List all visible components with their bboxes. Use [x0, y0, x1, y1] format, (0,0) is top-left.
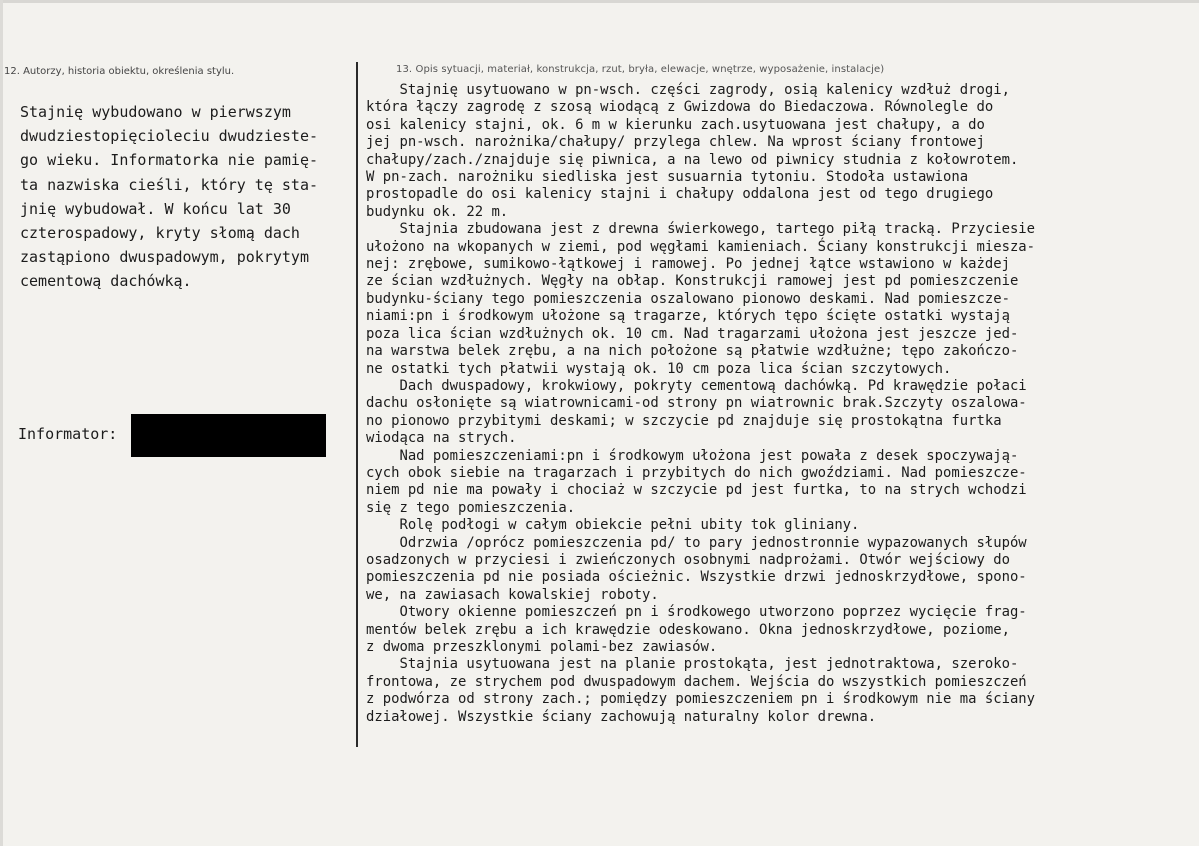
description-text: Stajnię usytuowano w pn-wsch. części zagrody, osią kalenicy wzdłuż drogi, która łączy zagrodę z szosą wiodącą z Gwizdowa do Biedaczowa. Równolegle do osi kalenicy stajni, ok. 6 m w kierunku zach.usytuowana jest chałupy, a do jej pn-wsch. narożnika/chałupy/ przylega chlew. Na wprost ściany frontowej chałupy/zach./znajduje się piwnica, a na lewo od piwnicy studnia z kołowrotem. W pn-zach. narożniku siedliska jest susuarnia tytoniu. Stodoła ustawiona prostopadle do osi kalenicy stajni i chałupy oddalona jest od tego drugiego budynku ok. 22 m. Stajnia zbudowana jest z drewna świerkowego, tartego piłą tracką. Przyciesie ułożono na wkopanych w ziemi, pod węgłami kamieniach. Ściany konstrukcji miesza- nej: zrębowe, sumikowo-łątkowej i ramowej. Po jednej łątce wstawiono w każdej ze ścian wzdłużnych. Węgły na obłap. Konstrukcji ramowej jest pd pomieszczenie budynku-ściany tego pomieszczenia oszalowano pionowo deskami. Nad pomieszcze- niami:pn i środkowym ułożone są tragarze, których tępo ścięte ostatki wystają poza lica ścian wzdłużnych ok. 10 cm. Nad tragarzami ułożona jest jeszcze jed- na warstwa belek zrębu, a na nich położone są płatwie wzdłużne; tępo zakończo- ne ostatki tych płatwii wystają ok. 10 cm poza lica ścian szczytowych. Dach dwuspadowy, krokwiowy, pokryty cementową dachówką. Pd krawędzie połaci dachu osłonięte są wiatrownicami-od strony pn wiatrownic brak.Szczyty oszalowa- no pionowo przybitymi deskami; w szczycie pd znajduje się prostokątna furtka wiodąca na strych. Nad pomieszczeniami:pn i środkowym ułożona jest powała z desek spoczywają- cych obok siebie na tragarzach i przybitych do nich gwoździami. Nad pomieszcze- niem pd nie ma powały i chociaż w szczycie pd jest furtka, to na strych wchodzi się z tego pomieszczenia. Rolę podłogi w całym obiekcie pełni ubity tok gliniany. Odrzwia /oprócz pomieszczenia pd/ to pary jednostronnie wypazowanych słupów osadzonych w przyciesi i zwieńczonych osobnymi nadprożami. Otwór wejściowy do pomieszczenia pd nie posiada ościeżnic. Wszystkie drzwi jednoskrzydłowe, spono- we, na zawiasach kowalskiej roboty. Otwory okienne pomieszczeń pn i środkowego utworzono poprzez wycięcie frag- mentów belek zrębu a ich krawędzie odeskowano. Okna jednoskrzydłowe, poziome, z dwoma przeszklonymi polami-bez zawiasów. Stajnia usytuowana jest na planie prostokąta, jest jednotraktowa, szeroko- frontowa, ze strychem pod dwuspadowym dachem. Wejścia do wszystkich pomieszczeń z podwórza od strony zach.; pomiędzy pomieszczeniem pn i środkowym nie ma ściany działowej. Wszystkie ściany zachowują naturalny kolor drewna.	[366, 82, 1036, 725]
card-left-edge	[0, 0, 3, 846]
redacted-informant-name	[131, 414, 326, 457]
history-text: Stajnię wybudowano w pierwszym dwudziestopięcioleciu dwudzieste- go wieku. Informatorka nie pamię- ta nazwiska cieśli, który tę sta- jnię wybudował. W końcu lat 30 czterospadowy, kryty słomą dach zastąpiono dwuspadowym, pokrytym cementową dachówką.	[20, 103, 319, 291]
card-top-edge	[0, 0, 1199, 3]
column-divider	[356, 62, 358, 747]
section-13-header: 13. Opis sytuacji, materiał, konstrukcja, rzut, bryła, elewacje, wnętrze, wyposażenie, instalacje)	[396, 64, 885, 75]
section-12-header: 12. Autorzy, historia obiektu, określenia stylu.	[4, 66, 235, 77]
informator-label: Informator:	[18, 425, 118, 443]
